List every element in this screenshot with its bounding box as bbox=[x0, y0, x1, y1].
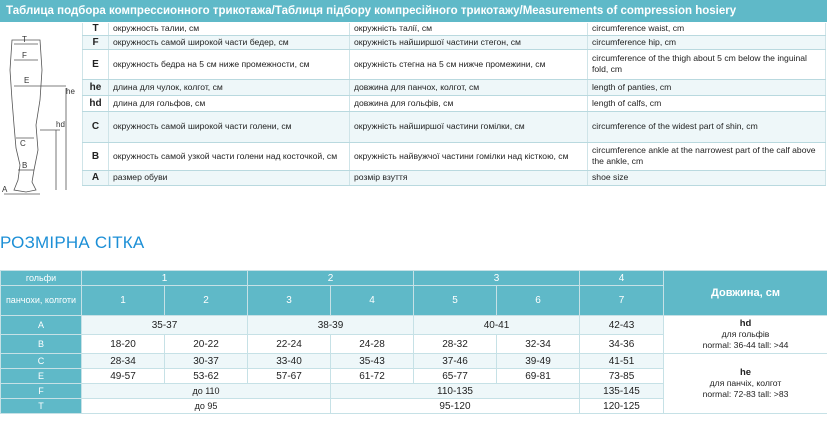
grid-cell: 33-40 bbox=[248, 354, 331, 369]
measure-ru: окружность талии, см bbox=[109, 23, 350, 35]
grid-cell: 28-34 bbox=[82, 354, 165, 369]
group-4: 4 bbox=[580, 271, 664, 286]
grid-cell: 53-62 bbox=[165, 369, 248, 384]
measure-ru: размер обуви bbox=[109, 170, 350, 185]
leg-label-b: B bbox=[22, 161, 28, 170]
row-header-golfy: гольфи bbox=[1, 271, 82, 286]
hd-note-title: hd bbox=[739, 318, 752, 329]
measure-code: C bbox=[83, 111, 109, 142]
row-header-panchohy: панчохи, колготи bbox=[1, 286, 82, 316]
measure-en: shoe size bbox=[588, 170, 826, 185]
leg-label-f: F bbox=[22, 51, 27, 60]
measure-code: E bbox=[83, 49, 109, 79]
group-2: 2 bbox=[248, 271, 414, 286]
grid-cell: 30-37 bbox=[165, 354, 248, 369]
grid-cell: 41-51 bbox=[580, 354, 664, 369]
leg-diagram bbox=[0, 30, 82, 200]
size-3: 3 bbox=[248, 286, 331, 316]
leg-label-c: C bbox=[20, 139, 26, 148]
leg-label-a: A bbox=[2, 185, 8, 194]
leg-label-hd: hd bbox=[56, 120, 65, 129]
leg-label-he: he bbox=[66, 87, 75, 96]
he-note-title: he bbox=[739, 367, 752, 378]
measure-en: circumference ankle at the narrowest part of the calf above the ankle, cm bbox=[588, 142, 826, 170]
measure-ua: окружність талії, см bbox=[350, 23, 588, 35]
table-row bbox=[1, 316, 827, 335]
page-banner: Таблица подбора компрессионного трикотажа/Таблиця підбору компресійного трикотажу/Measurements of compression hosiery bbox=[0, 0, 827, 22]
hd-note-line1: для гольфів bbox=[721, 329, 770, 339]
grid-cell: 65-77 bbox=[414, 369, 497, 384]
grid-cell: 37-46 bbox=[414, 354, 497, 369]
size-4: 4 bbox=[331, 286, 414, 316]
grid-cell: до 95 bbox=[82, 399, 331, 414]
measure-en: length of panties, cm bbox=[588, 79, 826, 95]
grid-cell: 22-24 bbox=[248, 335, 331, 354]
size-grid-table bbox=[0, 270, 827, 414]
size-7: 7 bbox=[580, 286, 664, 316]
grid-cell: 61-72 bbox=[331, 369, 414, 384]
table-row bbox=[1, 354, 827, 369]
grid-cell: 42-43 bbox=[580, 316, 664, 335]
grid-cell: 34-36 bbox=[580, 335, 664, 354]
measure-ru: длина для гольфов, см bbox=[109, 95, 350, 111]
he-note bbox=[664, 354, 827, 414]
hd-note-line2: normal: 36-44 tall: >44 bbox=[702, 340, 789, 350]
group-1: 1 bbox=[82, 271, 248, 286]
measure-code: A bbox=[83, 170, 109, 185]
measure-en: circumference hip, cm bbox=[588, 35, 826, 49]
he-note-line1: для панчіх, колгот bbox=[709, 378, 782, 388]
row-label-f: F bbox=[1, 384, 82, 399]
table-row bbox=[83, 111, 826, 142]
measurements-table bbox=[82, 23, 826, 186]
length-header: Довжина, см bbox=[664, 271, 827, 316]
measure-code: T bbox=[83, 23, 109, 35]
grid-cell: 135-145 bbox=[580, 384, 664, 399]
grid-cell: 38-39 bbox=[248, 316, 414, 335]
grid-cell: 69-81 bbox=[497, 369, 580, 384]
measure-en: circumference waist, cm bbox=[588, 23, 826, 35]
measure-ru: окружность самой широкой части голени, см bbox=[109, 111, 350, 142]
leg-label-e: E bbox=[24, 76, 30, 85]
table-row bbox=[83, 142, 826, 170]
grid-header-row-golfy bbox=[1, 271, 827, 286]
row-label-a: A bbox=[1, 316, 82, 335]
size-1: 1 bbox=[82, 286, 165, 316]
grid-cell: 24-28 bbox=[331, 335, 414, 354]
grid-cell: 39-49 bbox=[497, 354, 580, 369]
measure-code: he bbox=[83, 79, 109, 95]
measure-ru: окружность самой широкой части бедер, см bbox=[109, 35, 350, 49]
grid-cell: 73-85 bbox=[580, 369, 664, 384]
grid-cell: 28-32 bbox=[414, 335, 497, 354]
measure-ua: окружність найширшої частини стегон, см bbox=[350, 35, 588, 49]
grid-cell: 32-34 bbox=[497, 335, 580, 354]
measure-ua: окружність найширшої частини гомілки, см bbox=[350, 111, 588, 142]
row-label-b: B bbox=[1, 335, 82, 354]
table-row bbox=[83, 23, 826, 35]
measure-ua: окружність найвужчої частини гомілки над кісткою, см bbox=[350, 142, 588, 170]
size-5: 5 bbox=[414, 286, 497, 316]
table-row bbox=[83, 49, 826, 79]
grid-cell: 120-125 bbox=[580, 399, 664, 414]
row-label-e: E bbox=[1, 369, 82, 384]
table-row bbox=[83, 95, 826, 111]
grid-cell: 18-20 bbox=[82, 335, 165, 354]
grid-cell: 20-22 bbox=[165, 335, 248, 354]
measure-code: hd bbox=[83, 95, 109, 111]
grid-cell: 40-41 bbox=[414, 316, 580, 335]
row-label-c: C bbox=[1, 354, 82, 369]
grid-cell: 35-43 bbox=[331, 354, 414, 369]
grid-cell: 57-67 bbox=[248, 369, 331, 384]
grid-cell: 49-57 bbox=[82, 369, 165, 384]
row-label-t: T bbox=[1, 399, 82, 414]
measure-en: circumference of the widest part of shin, cm bbox=[588, 111, 826, 142]
measure-ru: длина для чулок, колгот, см bbox=[109, 79, 350, 95]
hd-note bbox=[664, 316, 827, 354]
table-row bbox=[83, 35, 826, 49]
grid-cell: до 110 bbox=[82, 384, 331, 399]
size-2: 2 bbox=[165, 286, 248, 316]
measure-en: length of calfs, cm bbox=[588, 95, 826, 111]
measure-ua: розмір взуття bbox=[350, 170, 588, 185]
size-6: 6 bbox=[497, 286, 580, 316]
grid-cell: 95-120 bbox=[331, 399, 580, 414]
section-title: РОЗМІРНА СІТКА bbox=[0, 233, 145, 252]
he-note-line2: normal: 72-83 tall: >83 bbox=[702, 389, 789, 399]
measure-ru: окружность бедра на 5 см ниже промежности, см bbox=[109, 49, 350, 79]
grid-cell: 35-37 bbox=[82, 316, 248, 335]
table-row bbox=[83, 170, 826, 185]
measure-ua: довжина для гольфів, см bbox=[350, 95, 588, 111]
measure-en: circumference of the thigh about 5 cm below the inguinal fold, cm bbox=[588, 49, 826, 79]
measure-ua: довжина для панчох, колгот, см bbox=[350, 79, 588, 95]
measure-ua: окружність стегна на 5 см нижче промежини, см bbox=[350, 49, 588, 79]
table-row bbox=[83, 79, 826, 95]
measure-code: B bbox=[83, 142, 109, 170]
group-3: 3 bbox=[414, 271, 580, 286]
grid-cell: 110-135 bbox=[331, 384, 580, 399]
measure-ru: окружность самой узкой части голени над косточкой, см bbox=[109, 142, 350, 170]
leg-label-t: T bbox=[22, 35, 27, 44]
measure-code: F bbox=[83, 35, 109, 49]
